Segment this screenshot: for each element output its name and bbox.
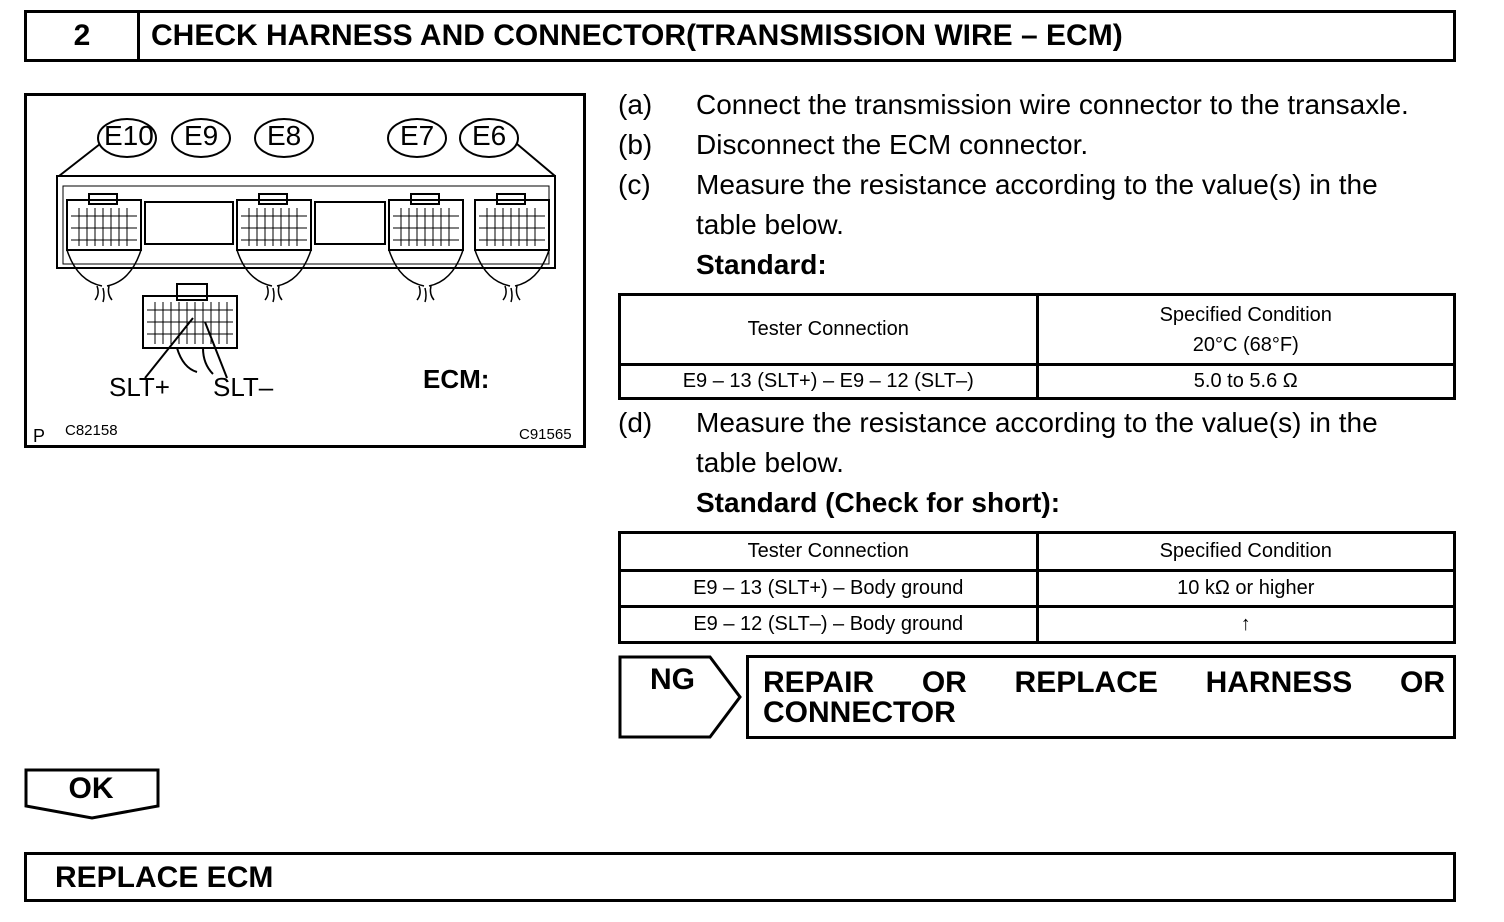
table2-row2-connection: E9 – 12 (SLT–) – Body ground (620, 607, 1038, 643)
ng-word: OR (921, 666, 967, 699)
step-c-label: (c) (618, 169, 651, 200)
ng-action-box (746, 655, 1456, 739)
ng-label: NG (650, 663, 695, 696)
ng-action-line1 (763, 666, 1445, 700)
standard-label: Standard: (696, 249, 827, 280)
table-row (620, 607, 1455, 643)
table1-header-temperature: 20°C (68°F) (1192, 333, 1299, 356)
step-d-label: (d) (618, 407, 653, 438)
table2-header-condition: Specified Condition (1037, 533, 1455, 571)
figure-code-right: C91565 (519, 426, 572, 443)
table2-row2-condition: ↑ (1037, 607, 1455, 643)
step-b-label: (b) (618, 129, 653, 160)
step-a-label: (a) (618, 89, 653, 120)
table1-header-connection: Tester Connection (620, 295, 1038, 365)
table1-row1-condition: 5.0 to 5.6 Ω (1037, 365, 1455, 399)
ng-action-line2: CONNECTOR (763, 696, 956, 729)
ng-word: HARNESS (1205, 666, 1353, 699)
ng-word: REPLACE (1014, 666, 1158, 699)
corner-letter: P (33, 426, 46, 446)
ng-word: OR (1400, 666, 1445, 699)
table2-row1-connection: E9 – 13 (SLT+) – Body ground (620, 571, 1038, 607)
resistance-table (618, 293, 1456, 400)
step-a-text: Connect the transmission wire connector to the transaxle. (696, 89, 1409, 120)
step-header (24, 10, 1456, 62)
table2-row1-condition: 10 kΩ or higher (1037, 571, 1455, 607)
table2-header-connection: Tester Connection (620, 533, 1038, 571)
replace-ecm-box (24, 852, 1456, 902)
table1-header-condition-label: Specified Condition (1159, 303, 1332, 326)
figure-code-left: C82158 (65, 422, 118, 439)
connector-e6-label: E6 (472, 120, 507, 151)
table-row (620, 365, 1455, 399)
step-number: 2 (27, 13, 140, 59)
step-c-text-line2: table below. (696, 209, 844, 240)
connector-e8-label: E8 (267, 120, 302, 151)
ecm-connector-figure (24, 93, 586, 448)
table-row (620, 571, 1455, 607)
short-check-table (618, 531, 1456, 644)
step-b-text: Disconnect the ECM connector. (696, 129, 1089, 160)
step-c-text-line1: Measure the resistance according to the value(s) in the (696, 169, 1378, 200)
connector-e10-label: E10 (104, 120, 154, 151)
pin-label-slt-minus: SLT– (213, 372, 274, 402)
ecm-label: ECM: (423, 364, 490, 394)
step-d-text-line1: Measure the resistance according to the value(s) in the (696, 407, 1378, 438)
table1-header-condition (1037, 295, 1455, 365)
standard-short-label: Standard (Check for short): (696, 487, 1061, 518)
replace-ecm-label: REPLACE ECM (55, 861, 274, 894)
connector-e7-label: E7 (400, 120, 435, 151)
pin-label-slt-plus: SLT+ (109, 372, 170, 402)
connector-e9-label: E9 (184, 120, 219, 151)
step-title: CHECK HARNESS AND CONNECTOR(TRANSMISSION WIRE – ECM) (151, 19, 1123, 52)
table1-row1-connection: E9 – 13 (SLT+) – E9 – 12 (SLT–) (620, 365, 1038, 399)
ok-label: OK (68, 772, 114, 805)
ng-word: REPAIR (763, 666, 875, 699)
step-d-text-line2: table below. (696, 447, 844, 478)
